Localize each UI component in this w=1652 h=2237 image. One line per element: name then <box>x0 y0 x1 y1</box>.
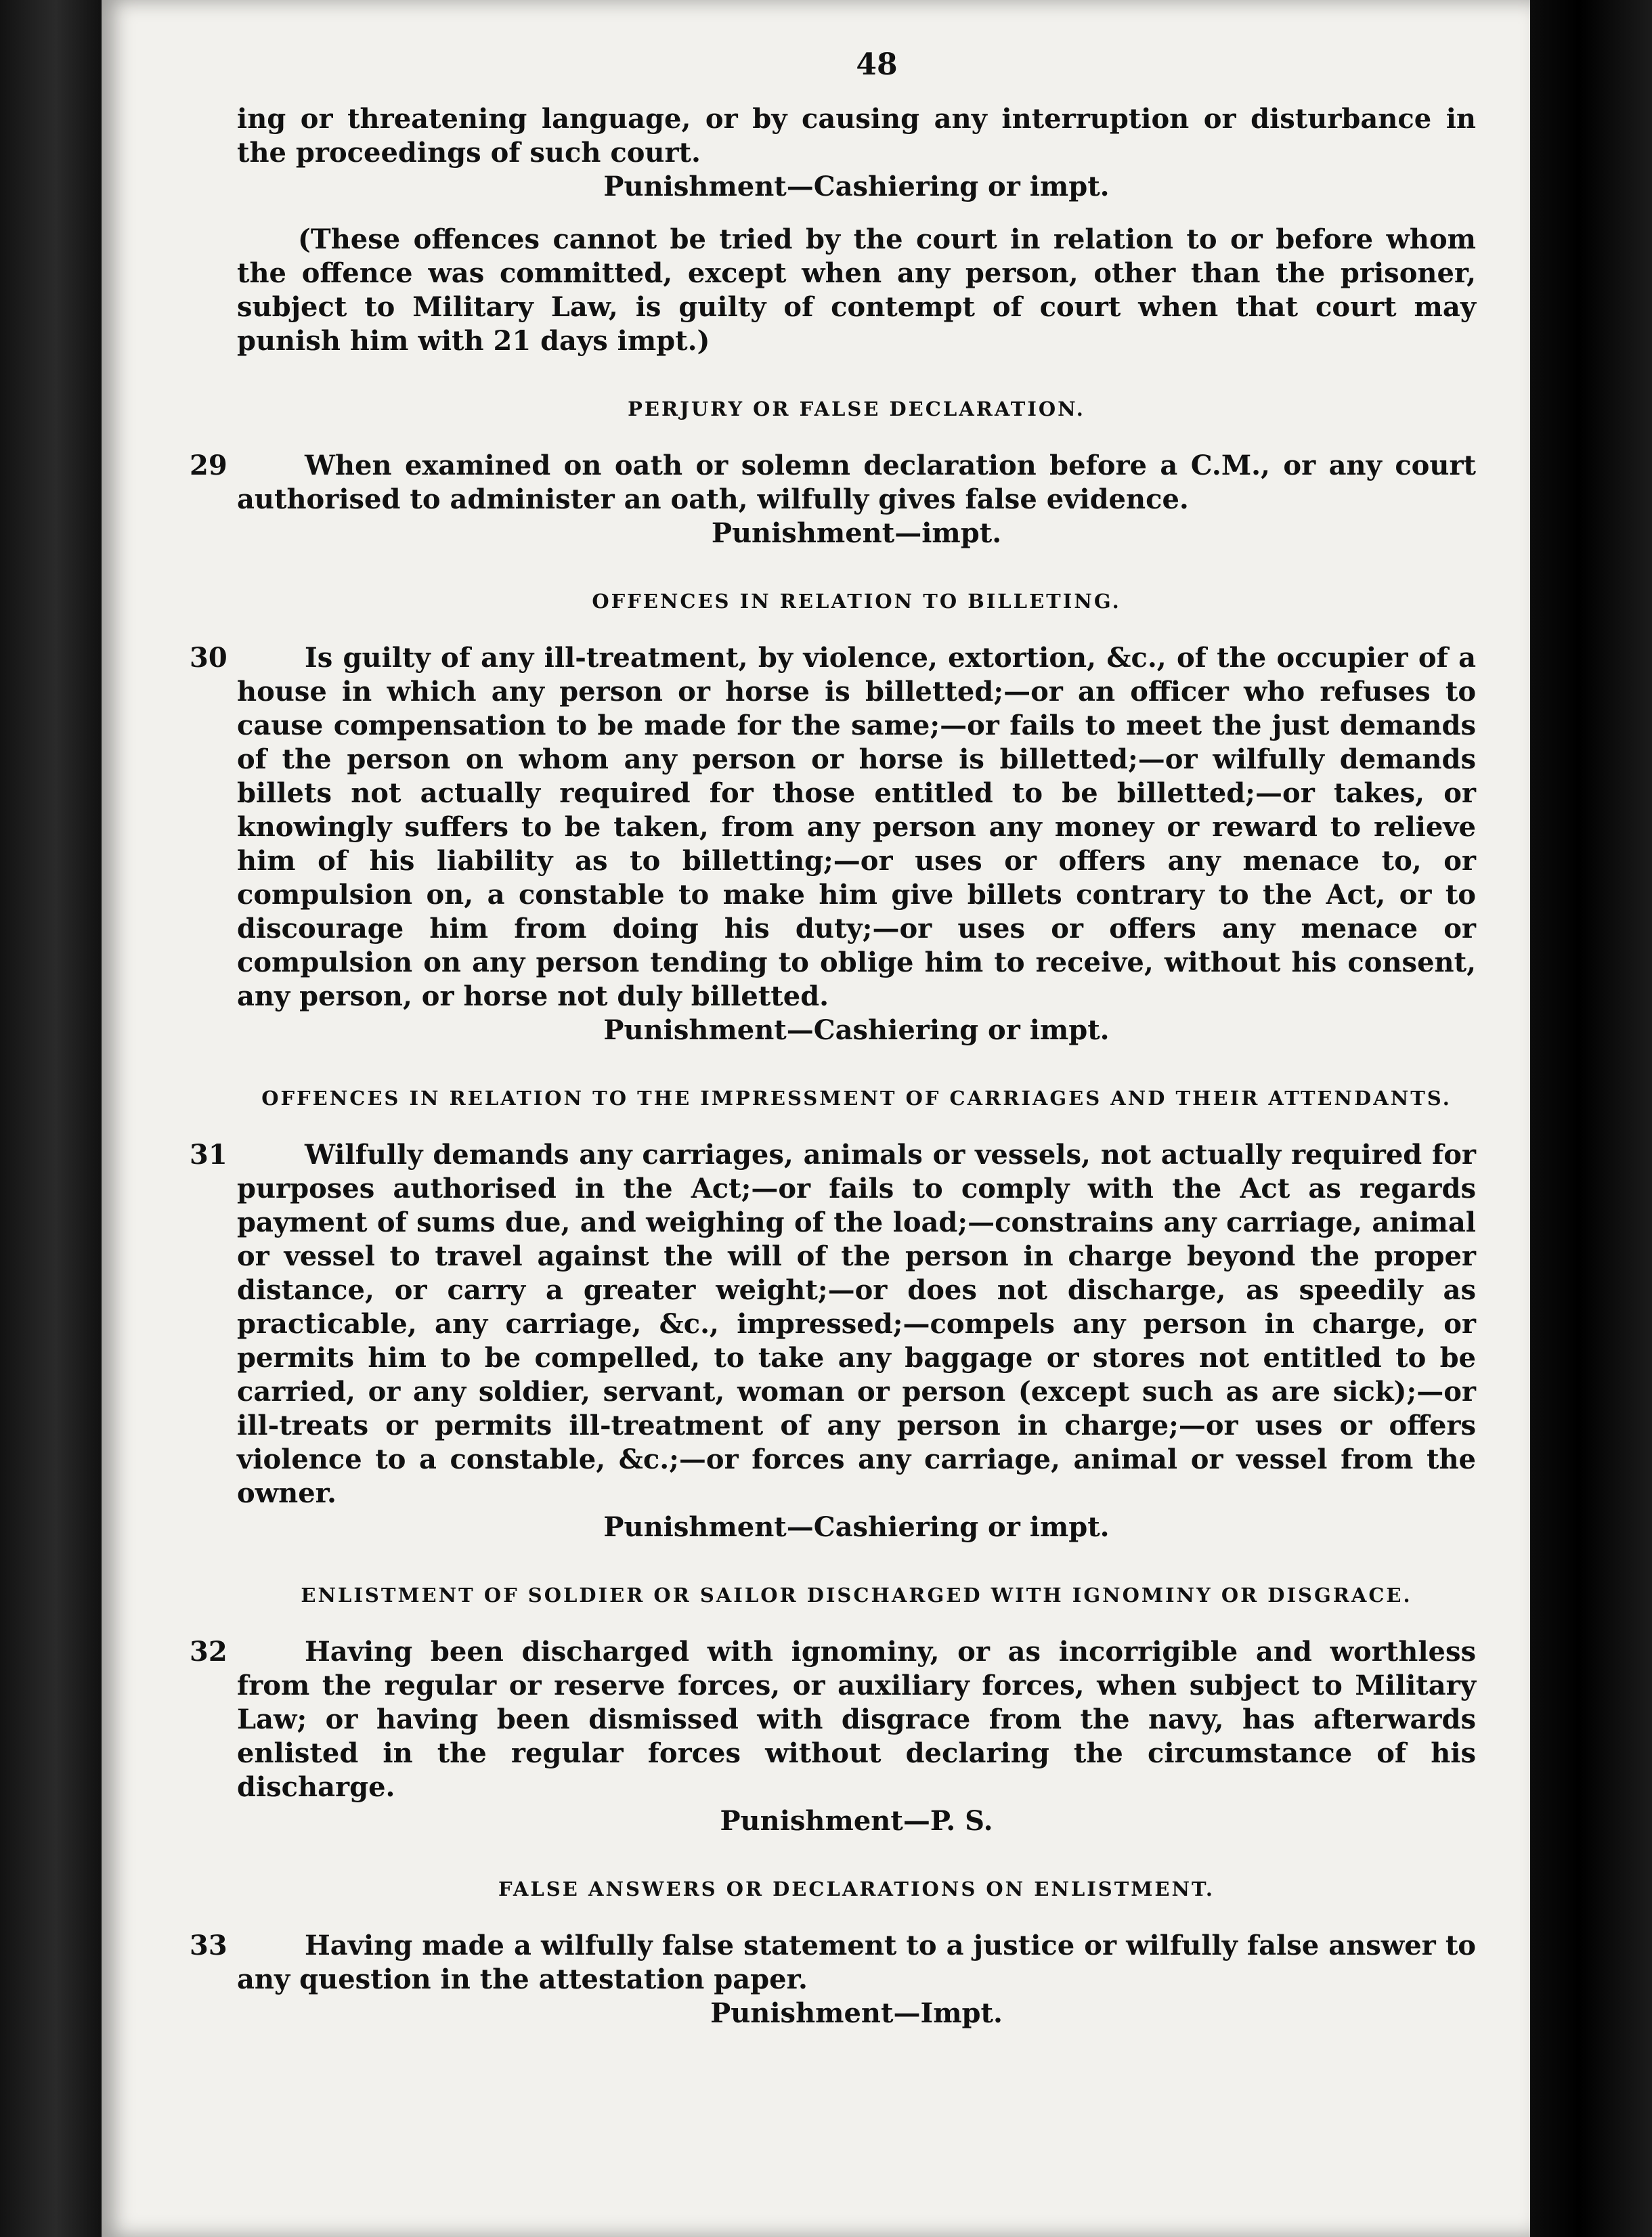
punishment-line: Punishment—impt. <box>711 517 1002 549</box>
article-entry <box>190 1929 1476 1997</box>
article-text: Having been discharged with ignominy, or as incorrigible and worthless from the regular or reserve forces, or auxiliary forces, when subject to Military Law; or having been dismissed with disgrace from the navy, has afterwards enlisted in the regular forces without declaring the circumstance of his discharge. <box>237 1636 1476 1803</box>
article-number: 30 <box>190 642 227 674</box>
article-text: Having made a wilfully false statement to a justice or wilfully false answer to any question in the attestation paper. <box>237 1930 1476 1995</box>
article-number: 29 <box>190 450 227 481</box>
page-content <box>190 47 1476 2030</box>
punishment-line: Punishment—Cashiering or impt. <box>603 1511 1110 1543</box>
section-heading: PERJURY OR FALSE DECLARATION. <box>628 397 1085 420</box>
article-entry <box>190 641 1476 1014</box>
punishment-line: Punishment—Impt. <box>710 1997 1003 2029</box>
punishment-line: Punishment—P. S. <box>720 1805 993 1837</box>
punishment-line: Punishment—Cashiering or impt. <box>603 1014 1110 1046</box>
page-number: 48 <box>856 47 898 82</box>
article-text: Wilfully demands any carriages, animals or vessels, not actually required for purposes authorised in the Act;—or fails to comply with the Act as regards payment of sums due, and weighing of the load;—constrains any carriage, animal or vessel to travel against the will of the person in charge beyond the proper distance, or carry a greater weight;—or does not discharge, as speedily as practicable, any carriage, &c., impressed;—compels any person in charge, or permits him to be compelled, to take any baggage or stores not entitled to be carried, or any soldier, servant, woman or person (except such as are sick);—or ill-treats or permits ill-treatment of any person in charge;—or uses or offers violence to a constable, &c.;—or forces any carriage, animal or vessel from the owner. <box>237 1139 1476 1509</box>
section-heading: FALSE ANSWERS OR DECLARATIONS ON ENLISTMENT. <box>498 1877 1215 1901</box>
article-number: 32 <box>190 1636 227 1668</box>
article-number: 31 <box>190 1139 227 1171</box>
document-page <box>102 0 1530 2237</box>
article-text: When examined on oath or solemn declaration before a C.M., or any court authorised to administer an oath, wilfully gives false evidence. <box>237 450 1476 515</box>
section-heading: OFFENCES IN RELATION TO THE IMPRESSMENT OF CARRIAGES AND THEIR ATTENDANTS. <box>261 1087 1452 1110</box>
article-entry <box>190 449 1476 517</box>
section-heading: OFFENCES IN RELATION TO BILLETING. <box>592 590 1121 613</box>
article-entry <box>190 1635 1476 1804</box>
book-spine-edge <box>0 0 102 2237</box>
section-heading: ENLISTMENT OF SOLDIER OR SAILOR DISCHARGED WITH IGNOMINY OR DISGRACE. <box>301 1584 1412 1607</box>
scan-border <box>1530 0 1652 2237</box>
article-entry <box>190 1138 1476 1511</box>
explanatory-note: (These offences cannot be tried by the court in relation to or before whom the offence was committed, except when any person, other than the prisoner, subject to Military Law, is guilty of contempt of court when that court may punish him with 21 days impt.) <box>237 223 1476 357</box>
punishment-line: Punishment—Cashiering or impt. <box>603 171 1110 202</box>
continued-paragraph: ing or threatening language, or by causing any interruption or disturbance in the proceedings of such court. <box>237 103 1476 169</box>
article-text: Is guilty of any ill-treatment, by violence, extortion, &c., of the occupier of a house in which any person or horse is billetted;—or an officer who refuses to cause compensation to be made for the same;—or fails to meet the just demands of the person on whom any person or horse is billetted;—or wilfully demands billets not actually required for those entitled to be billetted;—or takes, or knowingly suffers to be taken, from any person any money or reward to relieve him of his liability as to billetting;—or uses or offers any menace to, or compulsion on, a constable to make him give billets contrary to the Act, or to discourage him from doing his duty;—or uses or offers any menace or compulsion on any person tending to oblige him to receive, without his consent, any person, or horse not duly billetted. <box>237 642 1476 1012</box>
article-number: 33 <box>190 1930 227 1961</box>
